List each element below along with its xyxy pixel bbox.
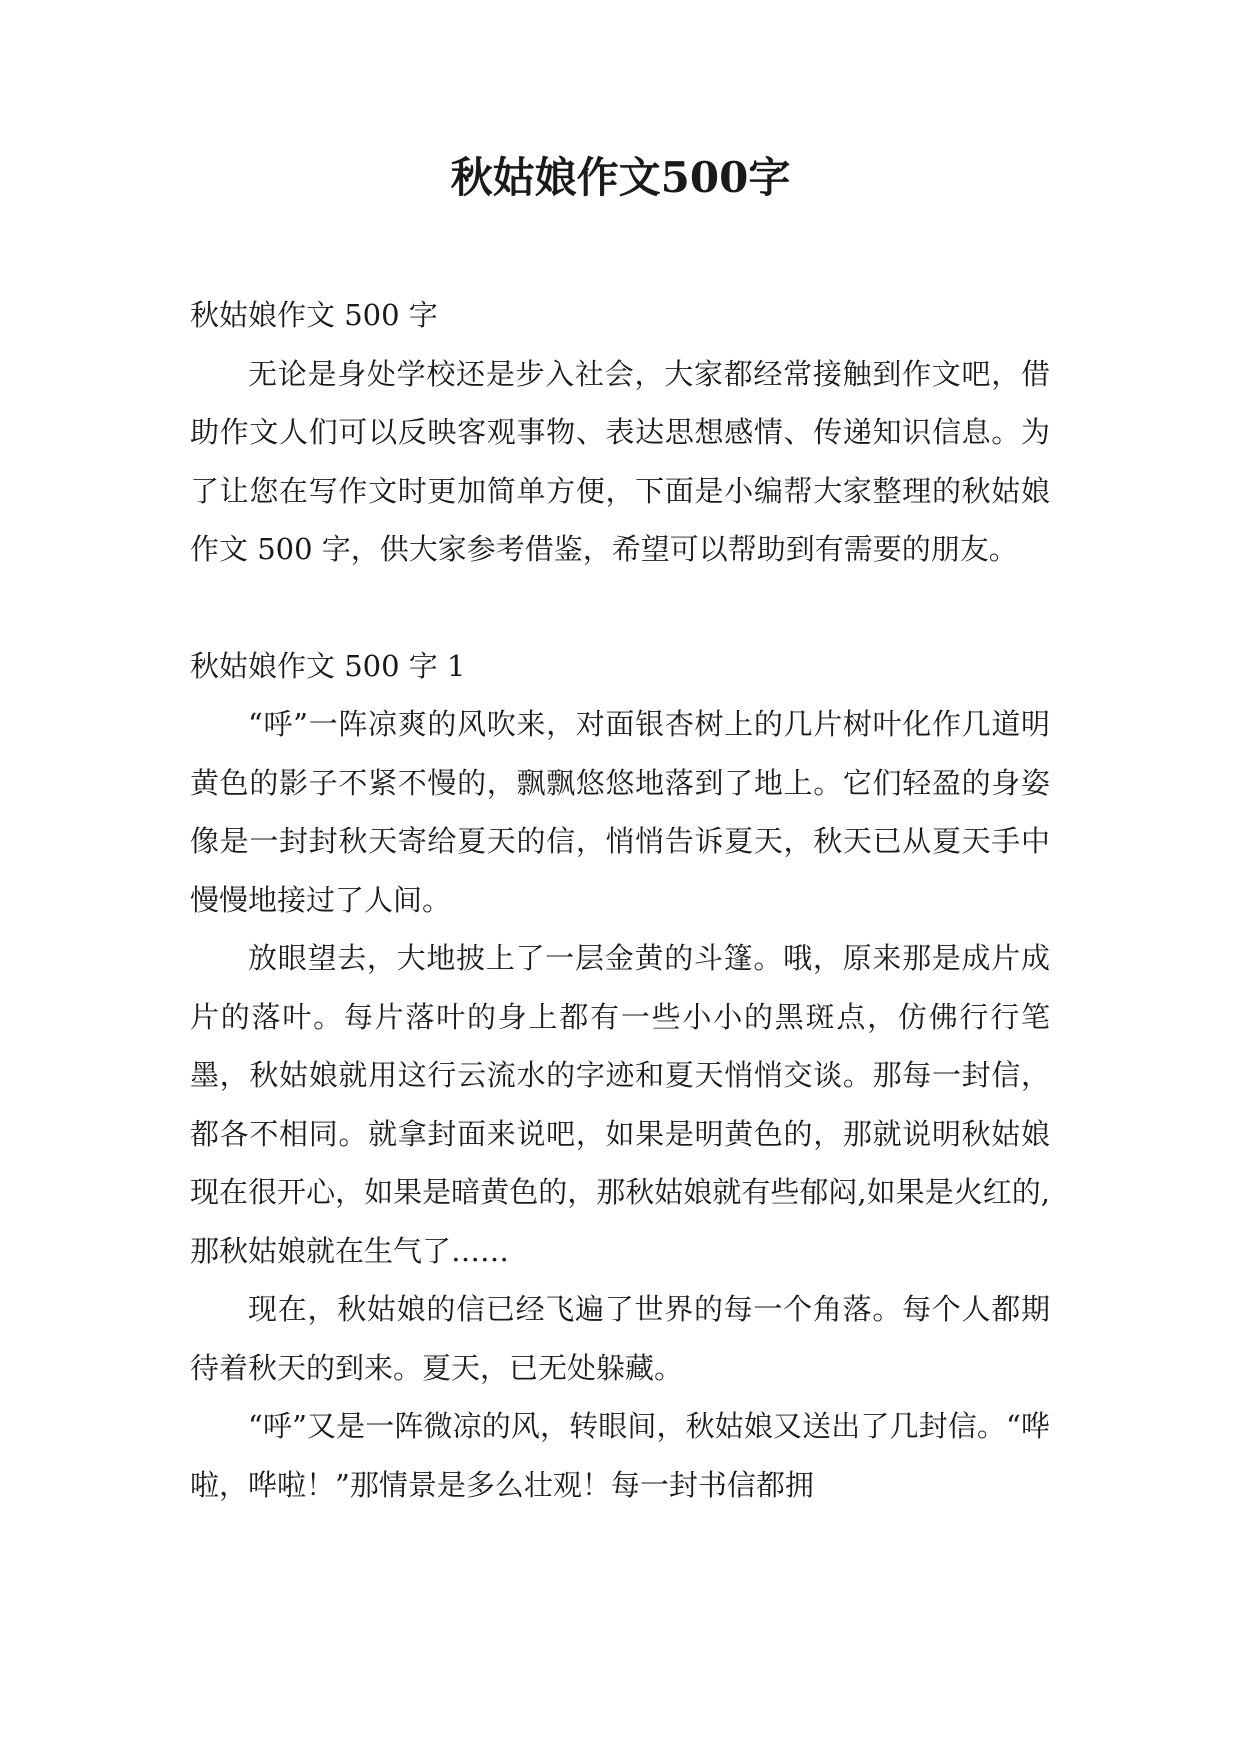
essay1-paragraph-2: 放眼望去，大地披上了一层金黄的斗篷。哦，原来那是成片成片的落叶。每片落叶的身上都有一些小小的黑斑点，仿佛行行笔墨，秋姑娘就用这行云流水的字迹和夏天悄悄交谈。那每一封信，都各不相同。就拿封面来说吧，如果是明黄色的，那就说明秋姑娘现在很开心，如果是暗黄色的，那秋姑娘就有些郁闷,如果是火红的,那秋姑娘就在生气了……: [190, 941, 1050, 1268]
essay1-paragraph-3: 现在，秋姑娘的信已经飞遍了世界的每一个角落。每个人都期待着秋天的到来。夏天，已无处躲藏。: [190, 1292, 1050, 1385]
essay1-paragraph-4: “呼”又是一阵微凉的风，转眼间，秋姑娘又送出了几封信。“哗啦，哗啦！”那情景是多么壮观！每一封书信都拥: [190, 1409, 1050, 1502]
document-body: [190, 286, 1050, 1514]
intro-heading: 秋姑娘作文 500 字: [190, 298, 438, 332]
essay1-paragraph-1: “呼”一阵凉爽的风吹来，对面银杏树上的几片树叶化作几道明黄色的影子不紧不慢的，飘飘悠悠地落到了地上。它们轻盈的身姿像是一封封秋天寄给夏天的信，悄悄告诉夏天，秋天已从夏天手中慢慢地接过了人间。: [190, 707, 1050, 917]
intro-paragraph: 无论是身处学校还是步入社会，大家都经常接触到作文吧，借助作文人们可以反映客观事物、表达思想感情、传递知识信息。为了让您在写作文时更加简单方便，下面是小编帮大家整理的秋姑娘作文 500 字，供大家参考借鉴，希望可以帮助到有需要的朋友。: [190, 356, 1050, 566]
document-title: 秋姑娘作文500字: [450, 153, 791, 202]
essay1-heading: 秋姑娘作文 500 字 1: [190, 648, 466, 683]
section-spacer: [190, 579, 1050, 637]
